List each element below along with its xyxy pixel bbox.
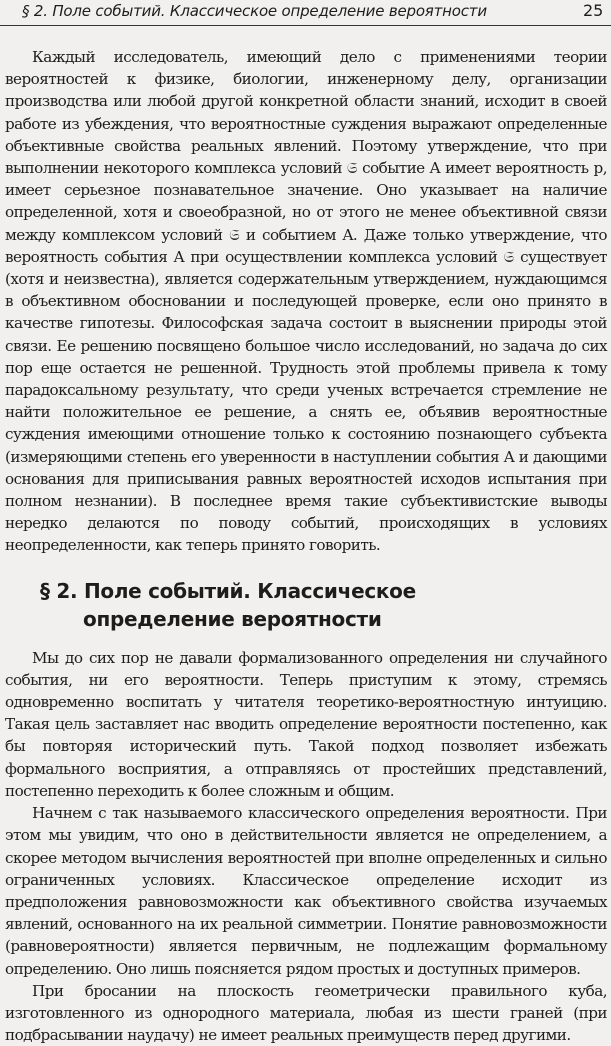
paragraph: Каждый исследователь, имеющий дело с применениями теории вероятностей к физике, биологии, инженерному делу, организации производства или любой другой конкретной области знаний, исходит в своей работе из убеждения, что вероятностные суждения выражают определенные объективные свойства реальных явлений. Поэтому утверждение, что при выполнении некоторого комплекса условий 𝔖 событие A имеет вероятность p, имеет серьезное познавательное значение. Оно указывает на наличие определенной, хотя и своеобразной, но от этого не менее объективной связи между комплексом условий 𝔖 и событием A. Даже только утверждение, что вероятность события A при осуществлении комплекса условий 𝔖 существует (хотя и неизвестна), является содержательным утверждением, нуждающимся в объективном обосновании и последующей проверке, если оно принято в качестве гипотезы. Философская задача состоит в выяснении природы этой связи. Ее решению посвящено большое число исследований, но задача до сих пор еще остается не решенной. Трудность этой проблемы привела к тому парадоксальному результату, что среди ученых встречается стремление не найти положительное ее решение, а снять ее, объявив вероятностные суждения имеющими отношение только к состоянию познающего субъекта (измеряющими степень его уверенности в наступлении события A и дающими основания для приписывания равных вероятностей исходов испытания при полном незнании). В последнее время такие субъективистские выводы нередко делаются по поводу событий, происходящих в условиях неопределенности, как теперь принято говорить. (5, 48, 607, 555)
paragraph: Начнем с так называемого классического определения вероятности. При этом мы увидим, что оно в действительности является не определением, а скорее методом вычисления вероятностей при вполне определенных и сильно ограниченных условиях. Классическое определение исходит из предположения равновозможности как объективного свойства изучаемых явлений, основанного на их реальной симметрии. Понятие равновозможности (равновероятности) является первичным, не подлежащим формальному определению. Оно лишь поясняется рядом простых и доступных примеров. (5, 804, 607, 978)
section-heading (40, 577, 607, 633)
paragraph: Мы до сих пор не давали формализованного определения ни случайного события, ни его вероятности. Теперь приступим к этому, стремясь одновременно воспитать у читателя теоретико-вероятностную интуицию. Такая цель заставляет нас вводить определение вероятности постепенно, как бы повторяя исторический путь. Такой подход позволяет избежать формального восприятия, а отправляясь от простейших представлений, постепенно переходить к более сложным и общим. (5, 648, 607, 800)
section-heading-line2: определение вероятности (83, 606, 382, 631)
section-heading-line1: § 2. Поле событий. Классическое (40, 578, 416, 603)
page-number: 25 (583, 1, 604, 20)
running-header (0, 0, 611, 26)
page-body (5, 46, 607, 1046)
paragraph: При бросании на плоскость геометрически правильного куба, изготовленного из однородного материала, любая из шести граней (при подбрасывании наудачу) не имеет реальных преимуществ перед другими. (5, 981, 607, 1045)
running-title: § 2. Поле событий. Классическое определение вероятности (22, 2, 487, 20)
